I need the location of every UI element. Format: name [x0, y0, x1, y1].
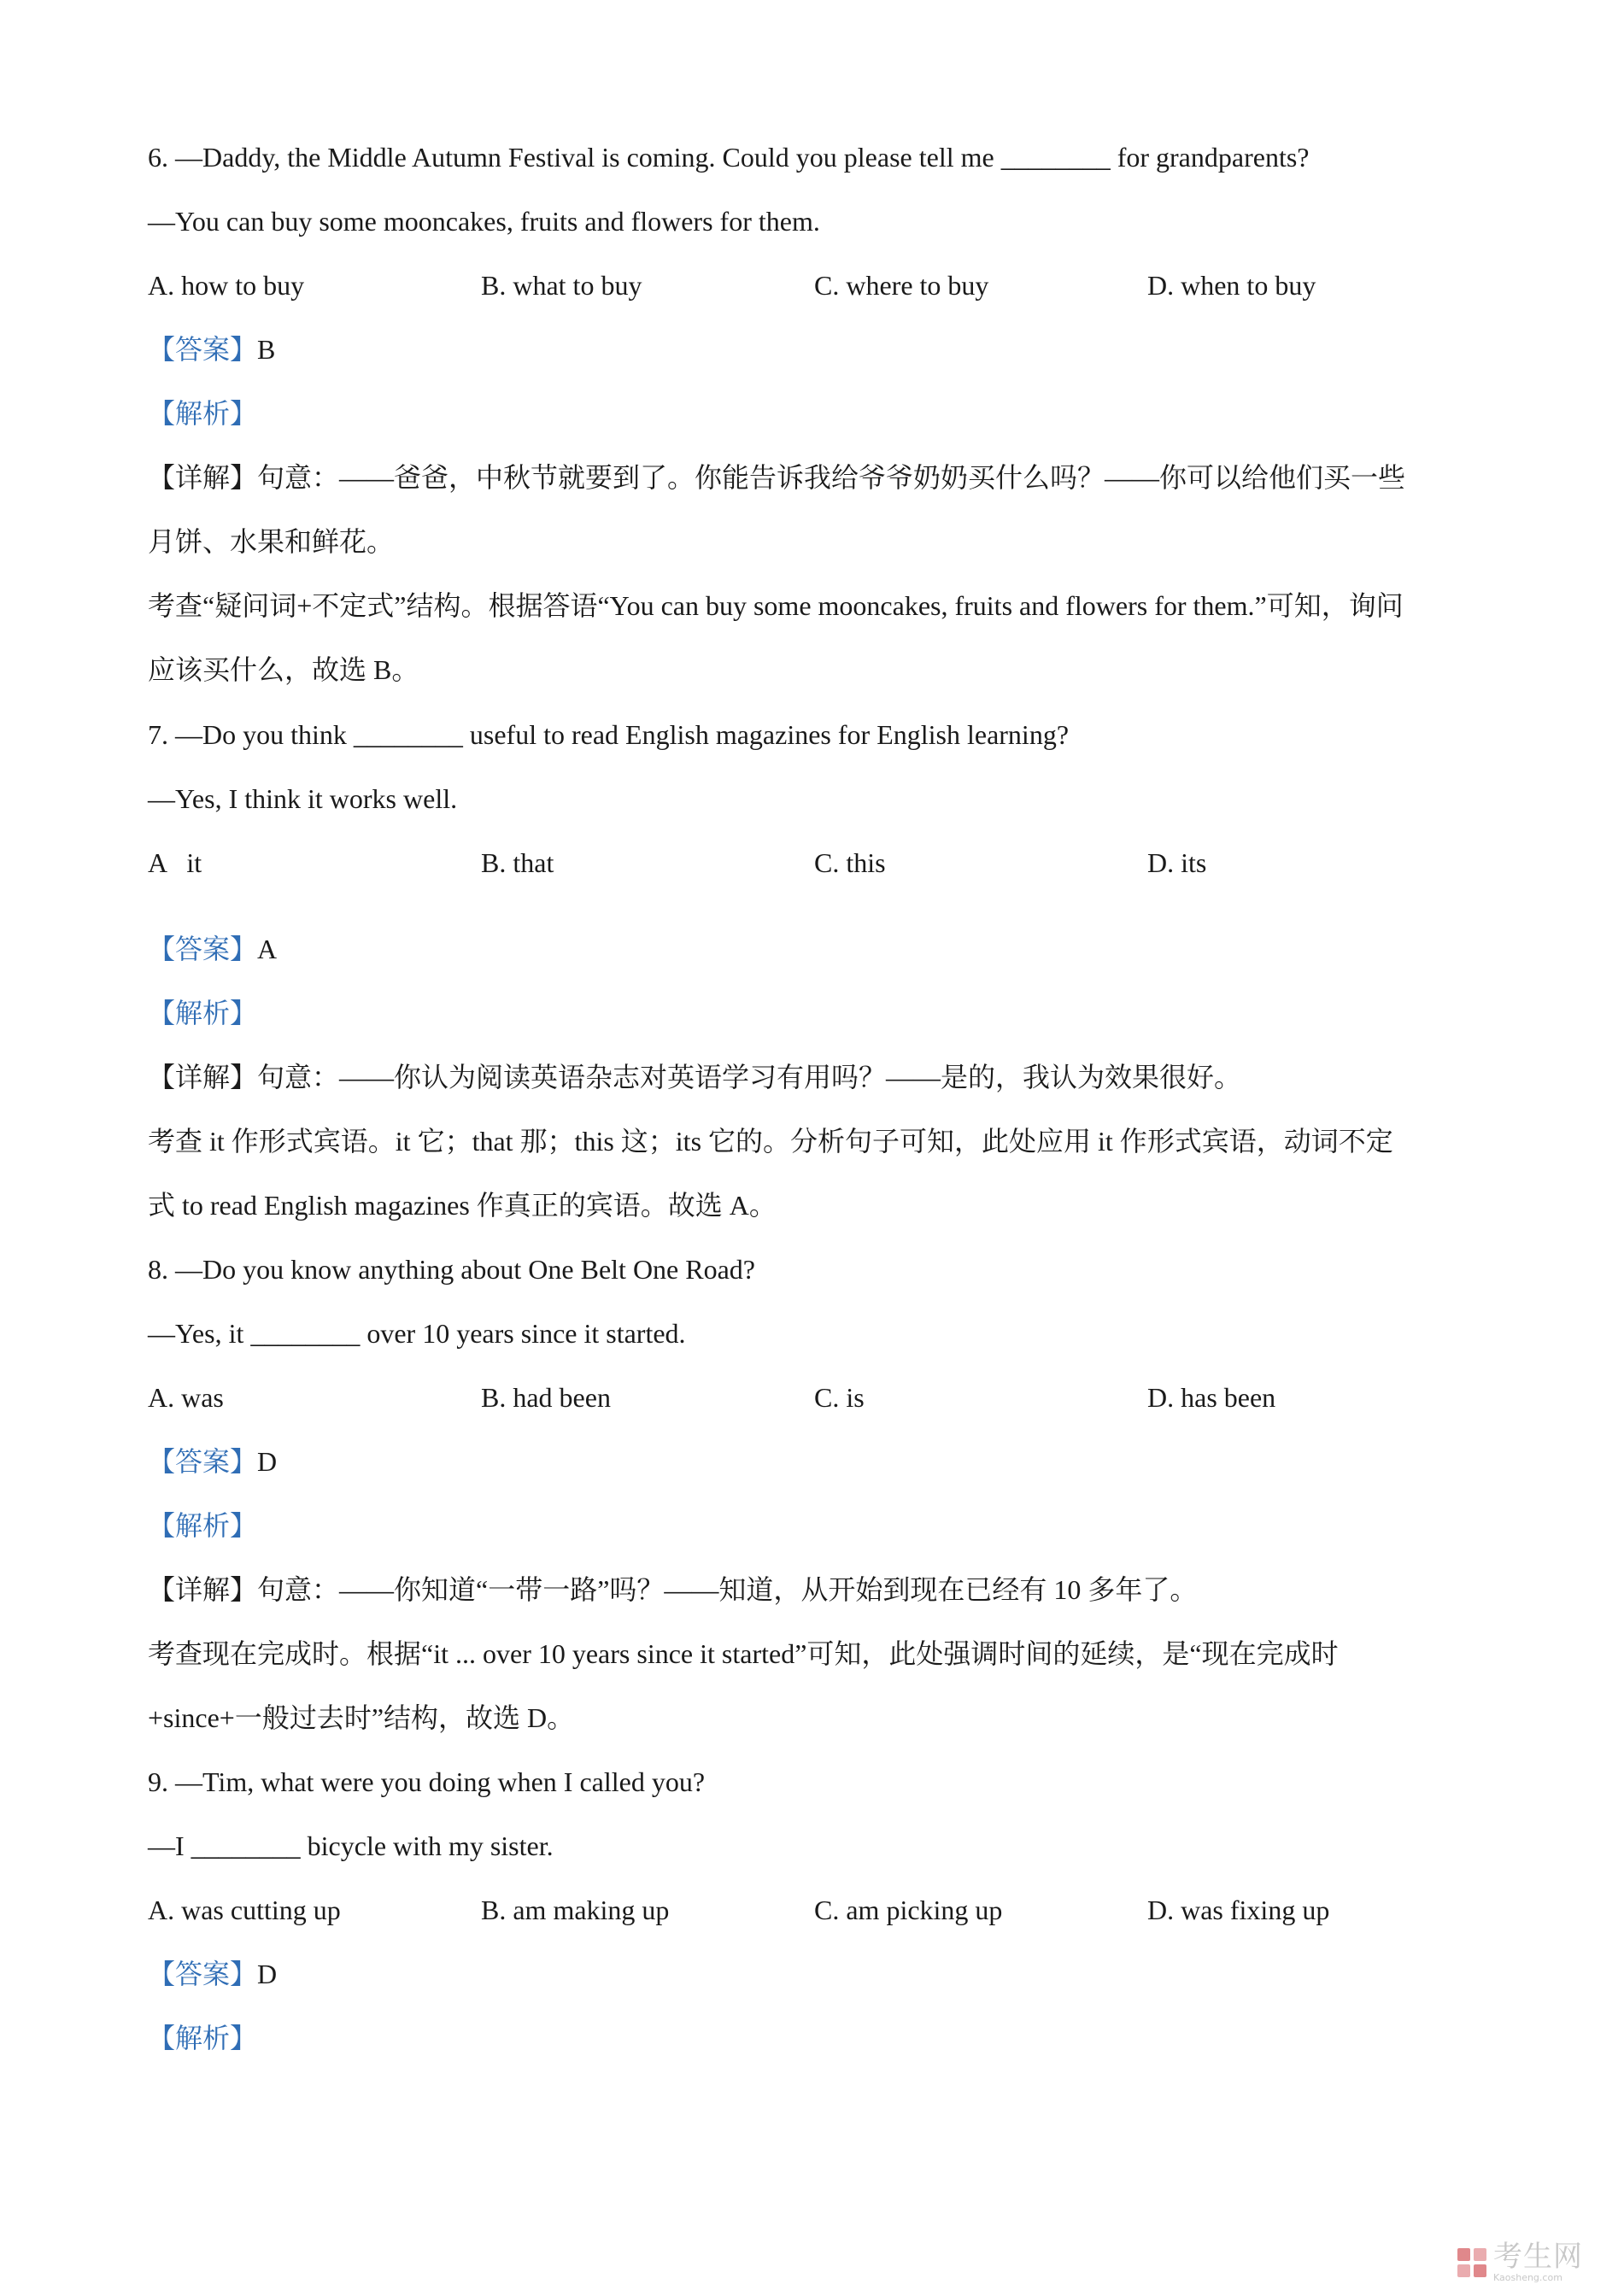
- q9-option-c: C. am picking up: [814, 1895, 1003, 1925]
- q8-option-d: D. has been: [1147, 1382, 1276, 1413]
- q7-analysis: [148, 996, 257, 1030]
- analysis-label: 【解析】: [148, 398, 258, 429]
- detail-label: 【详解】: [148, 1574, 258, 1605]
- q7-question: 7. —Do you think ________ useful to read English magazines for English learning?: [148, 719, 1070, 750]
- q8-question: 8. —Do you know anything about One Belt One Road?: [148, 1254, 755, 1285]
- q9-question: 9. —Tim, what were you doing when I called you?: [148, 1766, 706, 1797]
- q8-explain-cont: +since+一般过去时”结构，故选 D。: [148, 1702, 575, 1733]
- q7-explain: 考查 it 作形式宾语。it 它；that 那；this 这；its 它的。分析句子可知，此处应用 it 作形式宾语，动词不定: [148, 1126, 1393, 1157]
- q9-option-a: A. was cutting up: [148, 1895, 341, 1925]
- q9-reply: —I ________ bicycle with my sister.: [148, 1830, 554, 1861]
- kaosheng-logo-icon: [1457, 2248, 1486, 2277]
- q9-option-d: D. was fixing up: [1147, 1895, 1330, 1925]
- q8-answer: [148, 1444, 277, 1479]
- watermark-subtitle: Kaosheng.com: [1493, 2272, 1562, 2283]
- q7-option-b: B. that: [481, 847, 554, 878]
- q8-reply: —Yes, it ________ over 10 years since it started.: [148, 1318, 686, 1349]
- answer-label: 【答案】: [148, 1959, 258, 1989]
- answer-value: A: [257, 934, 278, 964]
- detail-label: 【详解】: [148, 1062, 258, 1092]
- q9-analysis: [148, 2021, 257, 2055]
- q6-explain: 考查“疑问词+不定式”结构。根据答语“You can buy some mooncakes, fruits and flowers for them.”可知，询问: [148, 590, 1404, 621]
- answer-value: B: [257, 334, 276, 365]
- q6-analysis: [148, 396, 257, 430]
- answer-value: D: [257, 1959, 278, 1989]
- analysis-label: 【解析】: [148, 1510, 258, 1541]
- q8-option-b: B. had been: [481, 1382, 611, 1413]
- detail-text: 句意：——你认为阅读英语杂志对英语学习有用吗？——是的，我认为效果很好。: [257, 1062, 1242, 1092]
- q6-reply: —You can buy some mooncakes, fruits and flowers for them.: [148, 206, 820, 237]
- detail-text: 句意：——爸爸，中秋节就要到了。你能告诉我给爷爷奶奶买什么吗？——你可以给他们买一些: [257, 462, 1406, 493]
- q8-detail: [148, 1573, 1197, 1607]
- q7-detail: [148, 1060, 1241, 1094]
- watermark-title: 考生网: [1493, 2240, 1583, 2274]
- answer-label: 【答案】: [148, 1446, 258, 1477]
- q6-detail-cont: 月饼、水果和鲜花。: [148, 526, 395, 557]
- detail-label: 【详解】: [148, 462, 258, 493]
- watermark: [1457, 2242, 1583, 2282]
- q9-option-b: B. am making up: [481, 1895, 670, 1925]
- q6-explain-cont: 应该买什么，故选 B。: [148, 654, 419, 685]
- q7-option-d: D. its: [1147, 847, 1207, 878]
- q6-question: 6. —Daddy, the Middle Autumn Festival is coming. Could you please tell me ________ for grandparents?: [148, 142, 1310, 173]
- q6-detail: [148, 460, 1405, 495]
- q6-option-b: B. what to buy: [481, 270, 642, 301]
- answer-label: 【答案】: [148, 934, 258, 964]
- q8-analysis: [148, 1508, 257, 1543]
- q6-option-d: D. when to buy: [1147, 270, 1316, 301]
- analysis-label: 【解析】: [148, 2023, 258, 2053]
- q8-option-a: A. was: [148, 1382, 224, 1413]
- q7-answer: [148, 932, 277, 966]
- q8-explain: 考查现在完成时。根据“it ... over 10 years since it started”可知，此处强调时间的延续，是“现在完成时: [148, 1638, 1339, 1669]
- answer-value: D: [257, 1446, 278, 1477]
- q8-option-c: C. is: [814, 1382, 865, 1413]
- detail-text: 句意：——你知道“一带一路”吗？——知道，从开始到现在已经有 10 多年了。: [257, 1574, 1198, 1605]
- q6-option-c: C. where to buy: [814, 270, 989, 301]
- q6-option-a: A. how to buy: [148, 270, 305, 301]
- q7-option-c: C. this: [814, 847, 886, 878]
- q7-explain-cont: 式 to read English magazines 作真正的宾语。故选 A。: [148, 1190, 777, 1221]
- analysis-label: 【解析】: [148, 998, 258, 1028]
- q7-reply: —Yes, I think it works well.: [148, 783, 458, 814]
- answer-label: 【答案】: [148, 334, 258, 365]
- q7-option-a: A it: [148, 847, 202, 878]
- q6-answer: [148, 332, 275, 366]
- q9-answer: [148, 1957, 277, 1991]
